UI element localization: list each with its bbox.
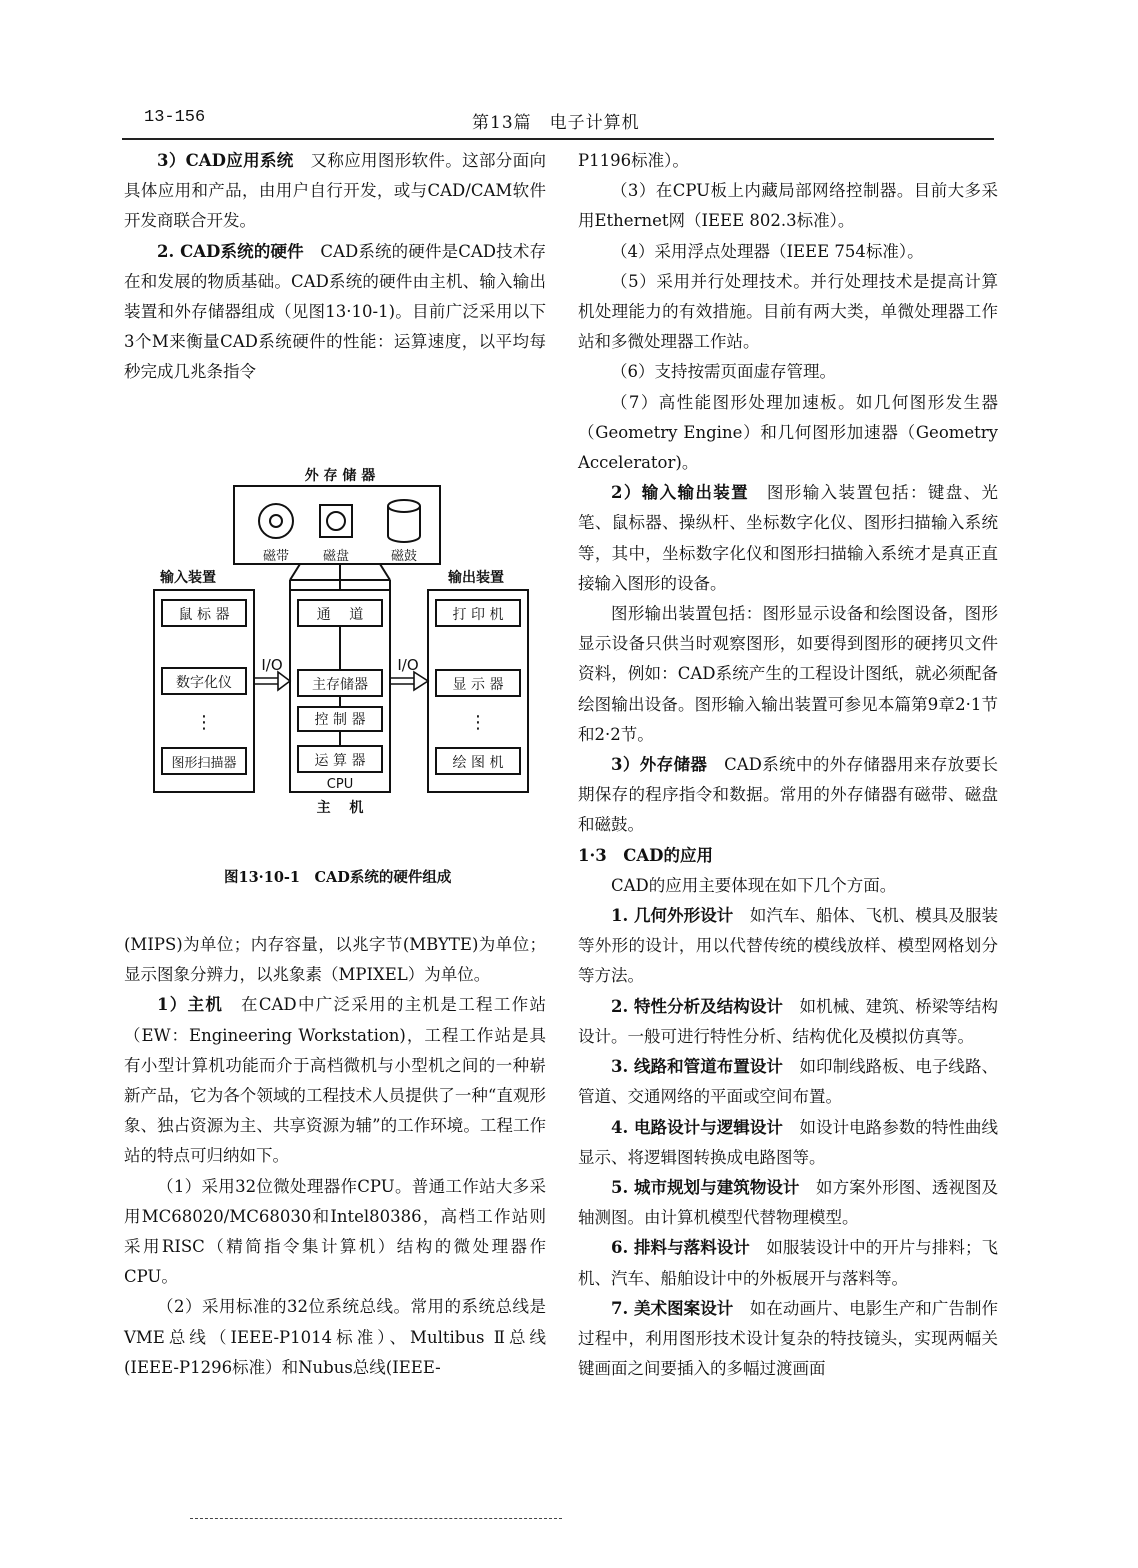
paragraph-text: 如印制线路板、电子线路、管道、交通网络的平面或空间布置。 <box>578 1057 998 1107</box>
paragraph-text: 在CAD中广泛采用的主机是工程工作站（EW：Engineering Workstation)，工程工作站是具有小型计算机功能而介于高档微机与小型机之间的一种崭新产品，它为各个领域的工程技术人员提供了一种“直观形象、独占资源为主、共享资源为辅”的工作环境。工程工作站的特点可归纳如下。 <box>124 995 546 1166</box>
paragraph <box>124 1292 546 1383</box>
paragraph-text: （5）采用并行处理技术。并行处理技术是提高计算机处理能力的有效措施。目前有两大类，单微处理器工作站和多微处理器工作站。 <box>578 271 998 352</box>
cpu-label: CPU <box>326 777 354 792</box>
drum-label: 磁鼓 <box>390 549 418 564</box>
left-column-top <box>124 146 546 388</box>
paragraph-text: 如设计电路参数的特性曲线显示、将逻辑图转换成电路图等。 <box>578 1117 998 1167</box>
paragraph-lead: 5. 城市规划与建筑物设计 <box>611 1177 800 1197</box>
paragraph-lead: 1）主机 <box>157 995 224 1015</box>
io-right-label: I/O <box>397 656 419 674</box>
paragraph-lead: 4. 电路设计与逻辑设计 <box>611 1117 783 1137</box>
paragraph <box>578 750 998 841</box>
paragraph-text: 如汽车、船体、飞机、模具及服装等外形的设计，用以代替传统的模线放样、模型网格划分等方法。 <box>578 906 998 986</box>
printer-label: 打 印 机 <box>452 607 504 623</box>
paragraph <box>578 237 998 267</box>
paragraph <box>124 990 546 1171</box>
output-vdots: ⋮ <box>469 712 487 733</box>
digitizer-label: 数字化仪 <box>176 675 232 691</box>
host-label: 主 机 <box>316 800 364 816</box>
paragraph-lead: 2）输入输出装置 <box>611 483 750 503</box>
alu-label: 运 算 器 <box>314 753 366 769</box>
paragraph <box>578 478 998 599</box>
paragraph-lead: 7. 美术图案设计 <box>611 1298 734 1318</box>
paragraph <box>578 992 998 1052</box>
page-header <box>122 108 994 134</box>
paragraph <box>578 901 998 992</box>
tape-reel-icon <box>259 504 293 538</box>
paragraph-lead: 3. 线路和管道布置设计 <box>611 1057 783 1077</box>
paragraph-text: 如服装设计中的开片与排料；飞机、汽车、船舶设计中的外板展开与落料等。 <box>578 1238 998 1288</box>
page-number: 13-156 <box>144 108 206 127</box>
paragraph <box>578 1294 998 1385</box>
paragraph <box>578 176 998 236</box>
paragraph <box>578 267 998 358</box>
io-arrow-right <box>390 672 428 690</box>
paragraph-text: （2）采用标准的32位系统总线。常用的系统总线是VME总线（IEEE-P1014标准）、Multibus Ⅱ总线(IEEE-P1296标准）和Nubus总线(IEEE- <box>124 1297 546 1377</box>
input-vdots: ⋮ <box>195 712 213 733</box>
input-title: 输入装置 <box>160 570 216 586</box>
paragraph-text: 如机械、建筑、桥梁等结构设计。一般可进行特性分析、结构优化及模拟仿真等。 <box>578 996 998 1046</box>
paragraph <box>578 1173 998 1233</box>
paragraph-text: 1·3 CAD的应用 <box>578 845 713 865</box>
running-title: 第13篇 电子计算机 <box>472 113 640 133</box>
paragraph-text: （1）采用32位微处理器作CPU。普通工作站大多采用MC68020/MC68030和Intel80386，高档工作站则采用RISC（精简指令集计算机）结构的微处理器作CPU。 <box>124 1176 546 1287</box>
left-column-bottom <box>124 930 546 1383</box>
paragraph <box>578 1052 998 1112</box>
storage-title: 外 存 储 器 <box>304 468 376 484</box>
paragraph <box>124 1172 546 1293</box>
paragraph <box>578 871 998 901</box>
paragraph-text: CAD系统中的外存储器用来存放要长期保存的程序指令和数据。常用的外存储器有磁带、磁盘和磁鼓。 <box>578 755 998 835</box>
hardware-diagram <box>140 462 560 832</box>
output-title: 输出装置 <box>448 570 504 586</box>
paragraph-text: 又称应用图形软件。这部分面向具体应用和产品，由用户自行开发，或与CAD/CAM软件开发商联合开发。 <box>124 151 547 231</box>
paragraph-lead: 1. 几何外形设计 <box>611 906 734 926</box>
paragraph <box>124 237 546 388</box>
paragraph <box>578 1233 998 1293</box>
paragraph-text: （4）采用浮点处理器（IEEE 754标准）。 <box>611 241 924 261</box>
paragraph-text: 如方案外形图、透视图及轴测图。由计算机模型代替物理模型。 <box>578 1177 998 1228</box>
mouse-label: 鼠 标 器 <box>178 607 230 623</box>
drum-icon <box>388 500 420 542</box>
paragraph <box>578 1113 998 1173</box>
plotter-label: 绘 图 机 <box>452 755 504 771</box>
paragraph-lead: 2. 特性分析及结构设计 <box>611 996 783 1016</box>
io-arrow-left <box>254 672 290 690</box>
paragraph-text: （3）在CPU板上内藏局部网络控制器。目前大多采用Ethernet网（IEEE 802.3标准）。 <box>578 181 998 231</box>
footer-rule <box>190 1518 562 1519</box>
paragraph-text: 图形输出装置包括：图形显示设备和绘图设备，图形显示设备只供当时观察图形，如要得到图形的硬拷贝文件资料，例如：CAD系统产生的工程设计图纸，就必须配备绘图输出设备。图形输入输出装置可参见本篇第9章2·1节和2·2节。 <box>578 604 998 744</box>
paragraph-text: 图形输入装置包括：键盘、光笔、鼠标器、操纵杆、坐标数字化仪、图形扫描输入系统等，其中，坐标数字化仪和图形扫描输入系统才是真正直接输入图形的设备。 <box>578 483 999 593</box>
paragraph-text: （7）高性能图形处理加速板。如几何图形发生器（Geometry Engine）和几何图形加速器（Geometry Accelerator)。 <box>578 392 998 473</box>
paragraph <box>124 146 546 237</box>
display-label: 显 示 器 <box>452 677 504 693</box>
paragraph-text: CAD系统的硬件是CAD技术存在和发展的物质基础。CAD系统的硬件由主机、输入输出装置和外存储器组成（见图13·10-1)。目前广泛采用以下3个M来衡量CAD系统硬件的性能：运算速度，以平均每秒完成几兆条指令 <box>124 241 546 382</box>
paragraph <box>578 357 998 387</box>
paragraph-lead: 2. CAD系统的硬件 <box>157 241 304 261</box>
figure-caption: 图13·10-1 CAD系统的硬件组成 <box>224 869 452 886</box>
channel-label: 通 道 <box>316 607 364 623</box>
disk-label: 磁盘 <box>322 549 350 564</box>
disk-icon <box>320 505 352 537</box>
paragraph-lead: 3）CAD应用系统 <box>157 151 294 170</box>
paragraph <box>578 388 998 479</box>
header-rule <box>122 138 994 140</box>
right-column <box>578 146 998 1384</box>
paragraph <box>124 930 546 990</box>
paragraph-text: 如在动画片、电影生产和广告制作过程中，利用图形技术设计复杂的特技镜头，实现两幅关键画面之间要插入的多幅过渡画面 <box>578 1298 998 1379</box>
paragraph-lead: 3）外存储器 <box>611 755 708 775</box>
paragraph-text: （6）支持按需页面虚存管理。 <box>611 362 836 382</box>
paragraph-text: P1196标准）。 <box>578 151 689 170</box>
tape-label: 磁带 <box>262 549 290 564</box>
paragraph-text: CAD的应用主要体现在如下几个方面。 <box>611 875 897 895</box>
paragraph <box>578 146 998 176</box>
scanner-label: 图形扫描器 <box>171 756 237 771</box>
paragraph <box>578 599 998 750</box>
paragraph-lead: 6. 排料与落料设计 <box>611 1238 750 1258</box>
paragraph-text: (MIPS)为单位；内存容量，以兆字节(MBYTE)为单位；显示图象分辨力，以兆象素（MPIXEL）为单位。 <box>124 935 546 985</box>
io-left-label: I/O <box>261 656 283 674</box>
paragraph <box>578 841 998 871</box>
main-memory-label: 主存储器 <box>312 677 368 693</box>
controller-label: 控 制 器 <box>314 712 366 728</box>
